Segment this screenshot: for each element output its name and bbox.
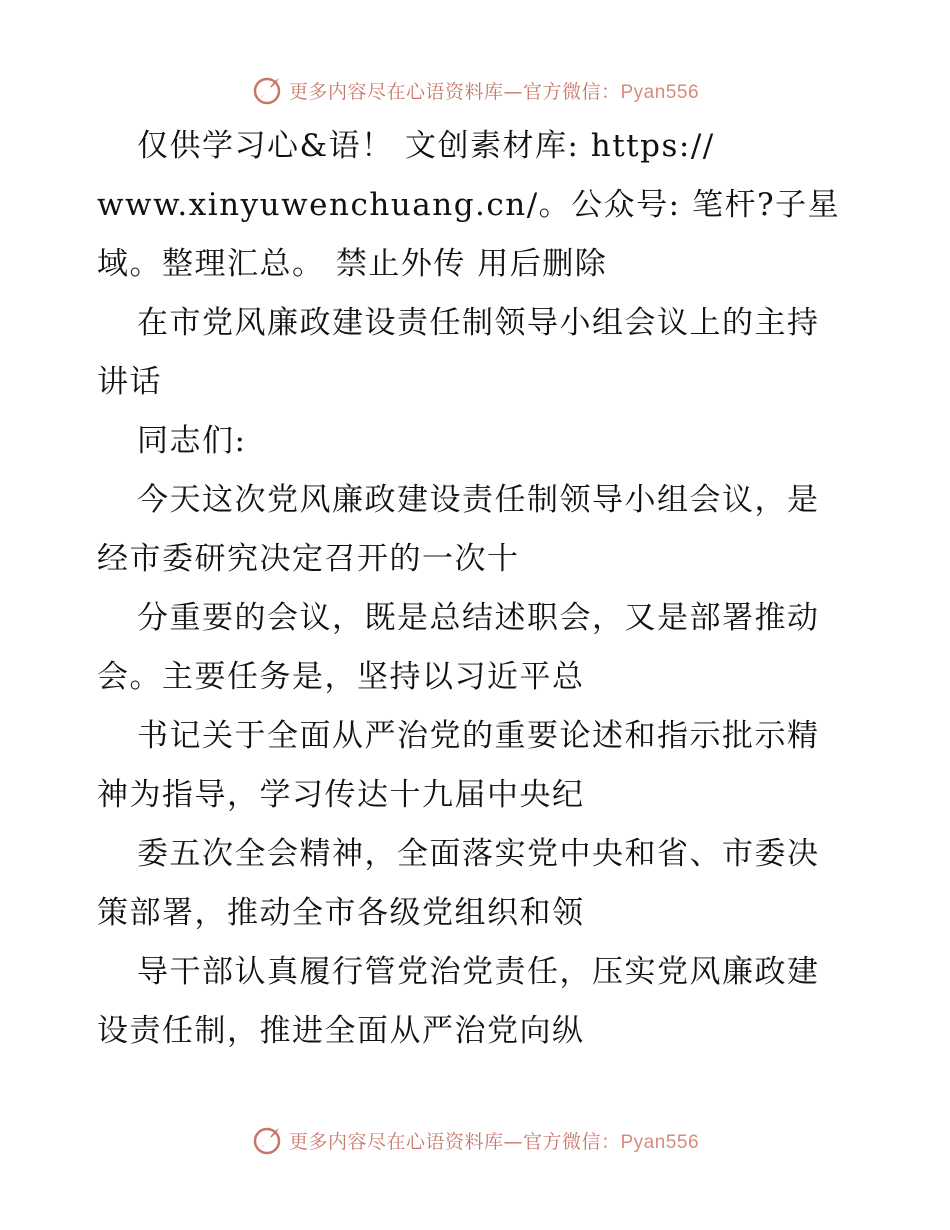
document-title: 在市党风廉政建设责任制领导小组会议上的主持 <box>137 305 820 341</box>
document-title-cont: 讲话 <box>97 364 162 400</box>
header-watermark-banner <box>0 70 950 110</box>
text-line: 仅供学习心&语！ 文创素材库: https:// <box>137 128 715 164</box>
text-line: 导干部认真履行管党治党责任，压实党风廉政建 <box>137 954 820 990</box>
text-line: 书记关于全面从严治党的重要论述和指示批示精 <box>137 718 820 754</box>
footer-watermark-banner <box>0 1120 950 1160</box>
text-line: 设责任制，推进全面从严治党向纵 <box>97 1013 585 1049</box>
text-line: 分重要的会议，既是总结述职会，又是部署推动 <box>137 600 820 636</box>
text-line: 今天这次党风廉政建设责任制领导小组会议，是 <box>137 482 820 518</box>
text-line: 经市委研究决定召开的一次十 <box>97 541 520 577</box>
quill-logo-icon <box>251 73 285 107</box>
text-line: www.xinyuwenchuang.cn/。公众号: 笔杆?子星 <box>97 187 841 223</box>
text-line: 会。主要任务是，坚持以习近平总 <box>97 659 585 695</box>
salutation: 同志们: <box>137 423 247 459</box>
text-line: 域。整理汇总。 禁止外传 用后删除 <box>97 246 608 282</box>
text-line: 委五次全会精神，全面落实党中央和省、市委决 <box>137 836 820 872</box>
quill-logo-icon <box>251 1123 285 1157</box>
document-body <box>97 117 857 1061</box>
text-line: 策部署，推动全市各级党组织和领 <box>97 895 585 931</box>
banner-text: 更多内容尽在心语资料库—官方微信：Pyan556 <box>288 1130 700 1153</box>
banner-text: 更多内容尽在心语资料库—官方微信：Pyan556 <box>288 80 700 103</box>
text-line: 神为指导，学习传达十九届中央纪 <box>97 777 585 813</box>
